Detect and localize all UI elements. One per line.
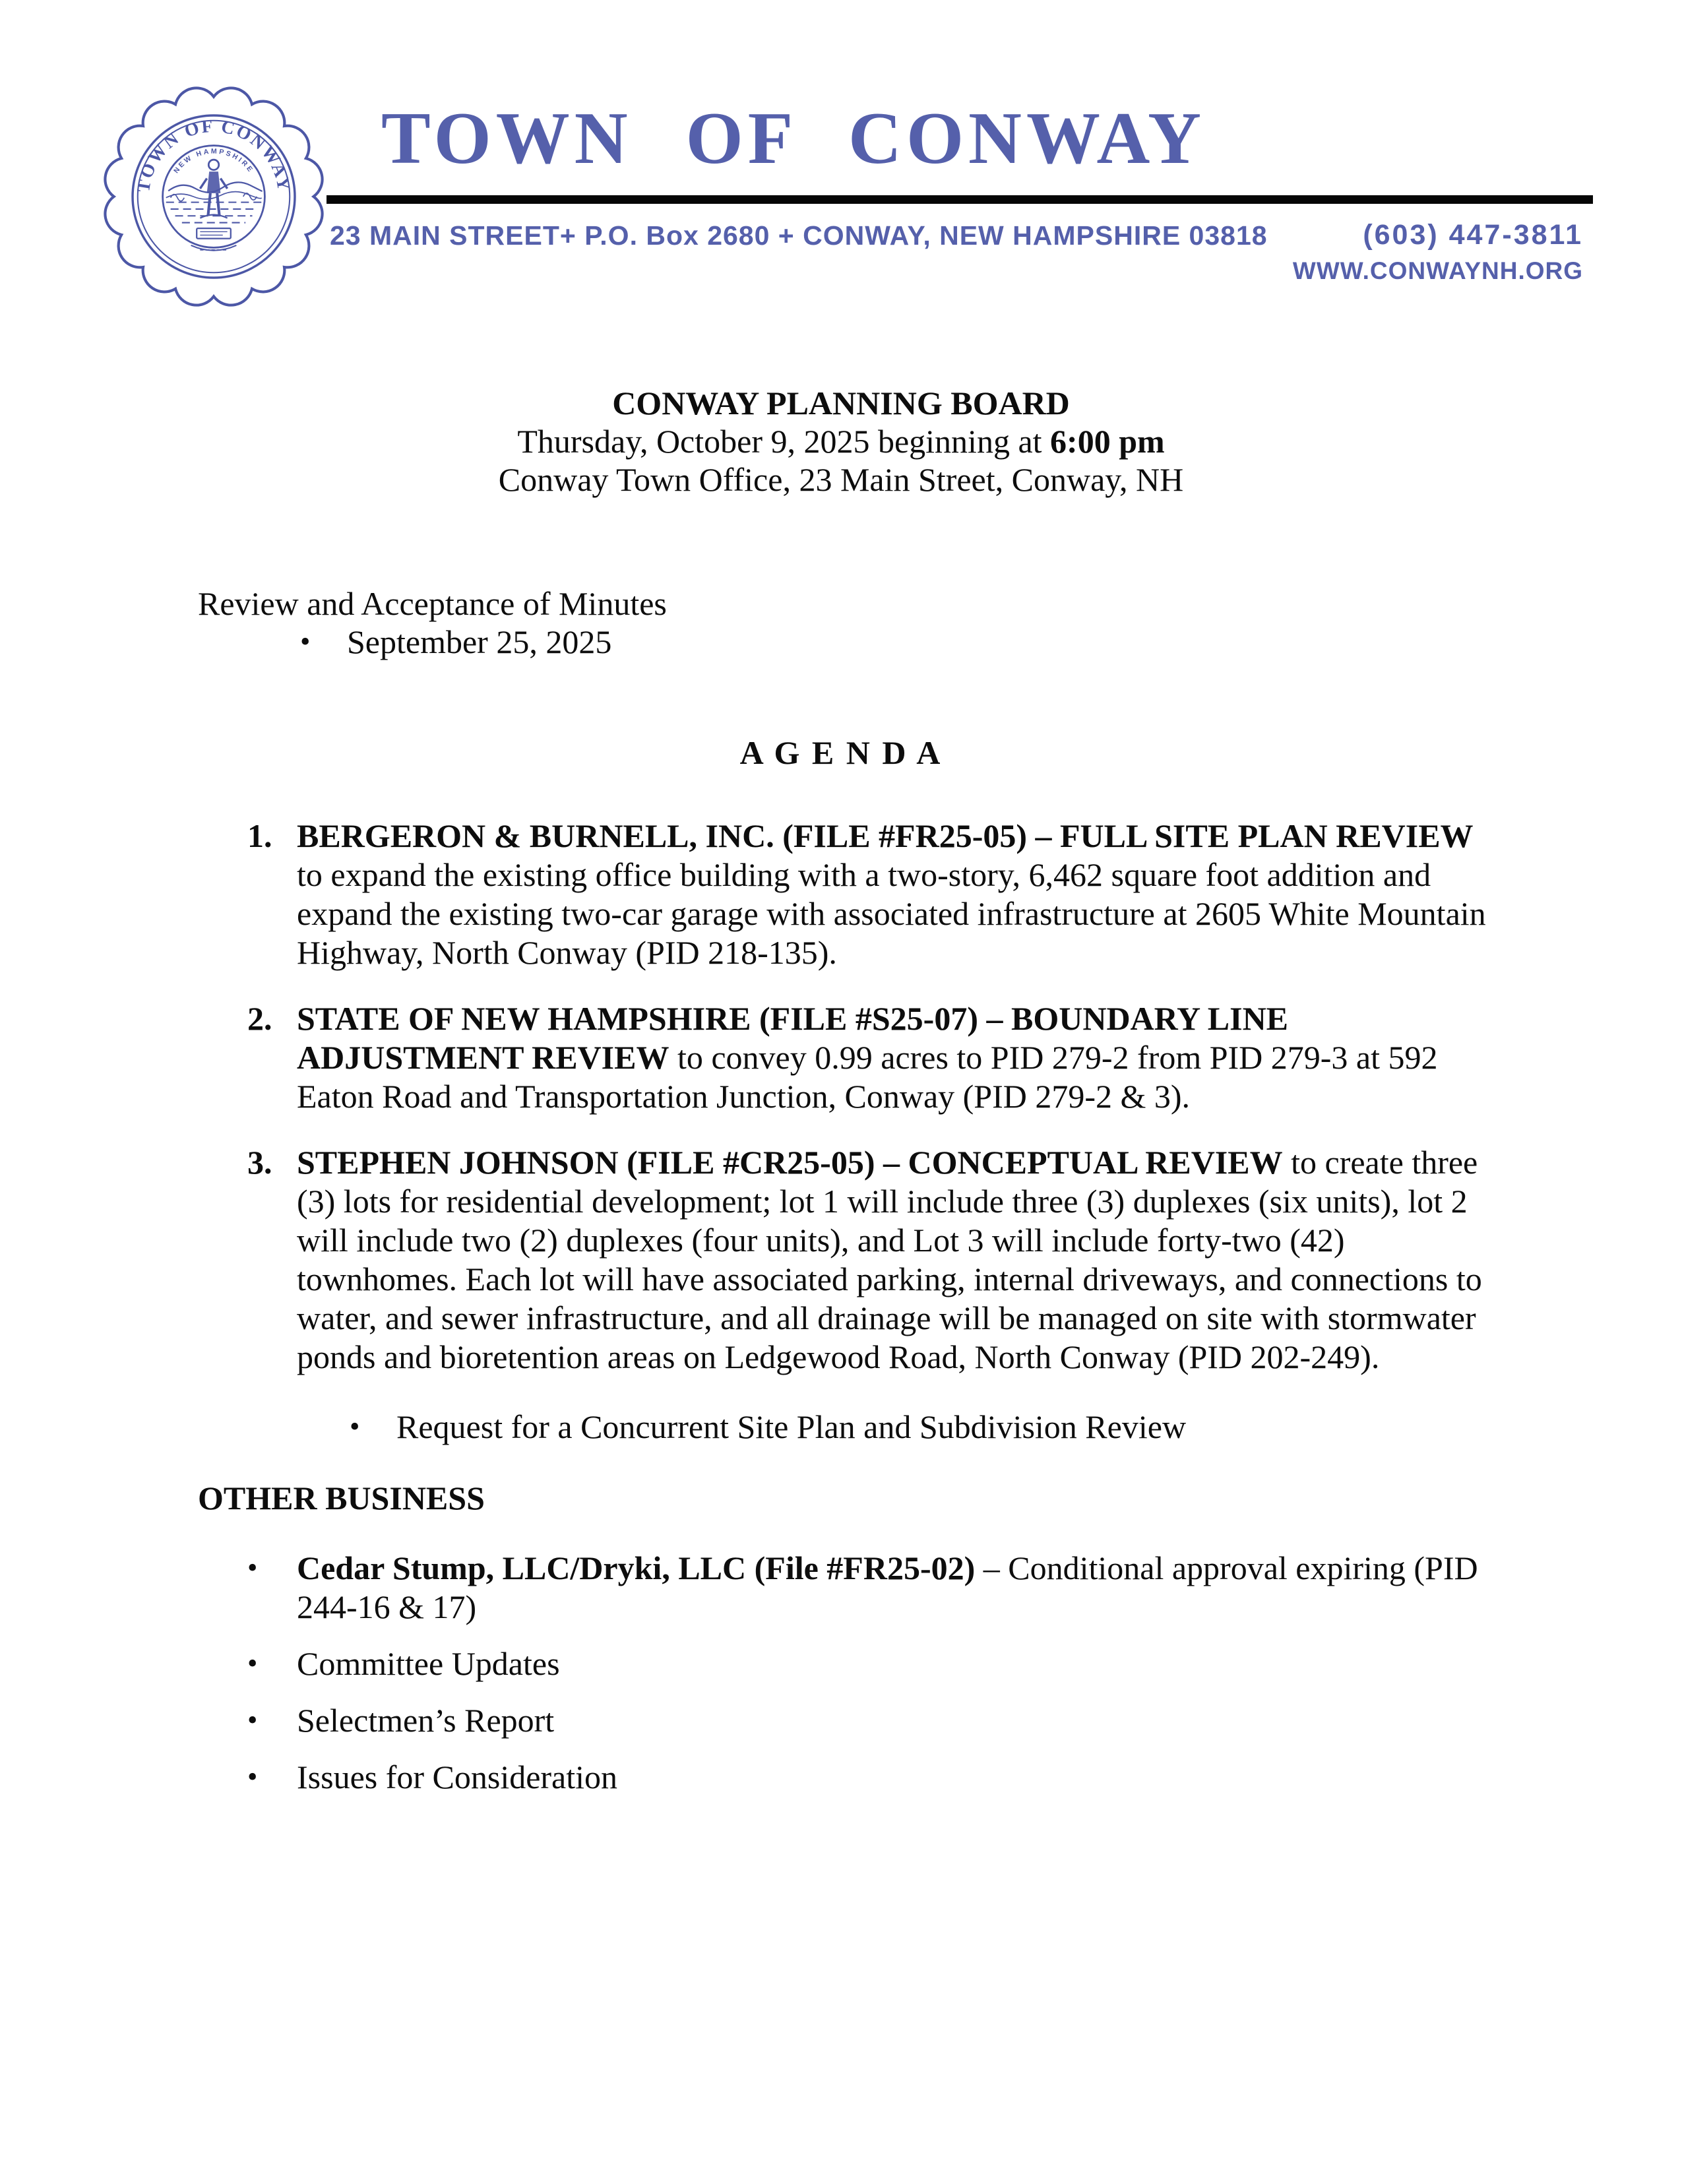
agenda-heading: A G E N D A xyxy=(739,734,943,771)
other-business-item-3 xyxy=(247,1701,1494,1740)
agenda-item-title: BERGERON & BURNELL, INC. (FILE #FR25-05) – FULL SITE PLAN REVIEW xyxy=(297,817,1474,854)
bullet-icon: • xyxy=(247,1647,258,1679)
bullet-icon: • xyxy=(247,1761,258,1793)
minutes-heading: Review and Acceptance of Minutes xyxy=(198,585,667,622)
town-seal-graphic xyxy=(100,83,327,310)
seal-arc-sub-text: NEW HAMPSHIRE xyxy=(172,147,255,175)
agenda-item-1 xyxy=(247,817,1494,972)
agenda-item-text xyxy=(297,1143,1494,1377)
meeting-header xyxy=(0,384,1682,499)
agenda-item-title: STATE OF NEW HAMPSHIRE (FILE #S25-07) – BOUNDARY LINE ADJUSTMENT REVIEW xyxy=(297,1000,1289,1076)
agenda-item-2 xyxy=(247,999,1494,1116)
agenda-item-title: STEPHEN JOHNSON (FILE #CR25-05) – CONCEPTUAL REVIEW xyxy=(297,1144,1283,1181)
org-title: TOWN OF CONWAY xyxy=(381,98,1206,179)
agenda-list xyxy=(247,817,1494,1447)
other-item-description: – Conditional approval expiring (PID 244-16 & 17) xyxy=(297,1549,1478,1625)
other-item-text xyxy=(297,1549,1494,1627)
org-address: 23 MAIN STREET+ P.O. Box 2680 + CONWAY, NEW HAMPSHIRE 03818 xyxy=(330,220,1268,251)
meeting-time: 6:00 pm xyxy=(1050,423,1165,460)
agenda-sub-bullet xyxy=(350,1408,1494,1447)
agenda-item-description: to expand the existing office building with a two-story, 6,462 square foot addition and expand the existing two-car garage with associated infrastructure at 2605 White Mountain Highway, North Conway (PID 218-135). xyxy=(297,856,1486,971)
other-business-item-1 xyxy=(247,1549,1494,1627)
other-business-item-4 xyxy=(247,1758,1494,1797)
header-divider xyxy=(327,195,1593,204)
org-website: WWW.CONWAYNH.ORG xyxy=(1292,257,1583,284)
meeting-datetime xyxy=(0,422,1682,460)
agenda-item-number: 3. xyxy=(247,1144,272,1181)
meeting-date-text: Thursday, October 9, 2025 beginning at xyxy=(517,423,1051,460)
other-item-description: Committee Updates xyxy=(297,1645,560,1682)
agenda-sub-bullet-text: Request for a Concurrent Site Plan and Subdivision Review xyxy=(396,1408,1187,1445)
bullet-icon: • xyxy=(247,1704,258,1736)
agenda-item-text xyxy=(297,817,1494,972)
other-item-description: Selectmen’s Report xyxy=(297,1702,555,1739)
other-item-description: Issues for Consideration xyxy=(297,1759,618,1795)
town-seal xyxy=(100,83,327,310)
agenda-item-3 xyxy=(247,1143,1494,1377)
agenda-item-description: to create three (3) lots for residential development; lot 1 will include three (3) duplexes (six units), lot 2 will include two (2) duplexes (four units), and Lot 3 will include forty-two (42) townhomes. Each lot will have associated parking, internal driveways, and connections to water, and sewer infrastructure, and all drainage will be managed on site with stormwater ponds and bioretention areas on Ledgewood Road, North Conway (PID 202-249). xyxy=(297,1144,1482,1375)
meeting-title: CONWAY PLANNING BOARD xyxy=(612,385,1070,421)
org-contact xyxy=(1293,219,1583,285)
agenda-item-text xyxy=(297,999,1494,1116)
minutes-section xyxy=(198,584,667,661)
other-item-text xyxy=(297,1701,554,1740)
bullet-icon: • xyxy=(350,1410,360,1443)
bullet-icon: • xyxy=(247,1551,258,1584)
agenda-item-number: 1. xyxy=(247,817,272,854)
org-phone: (603) 447-3811 xyxy=(1363,219,1583,251)
bullet-icon: • xyxy=(300,625,311,658)
agenda-item-description: to convey 0.99 acres to PID 279-2 from PID 279-3 at 592 Eaton Road and Transportation Junction, Conway (PID 279-2 & 3). xyxy=(297,1039,1438,1115)
seal-arc-top-text: TOWN OF CONWAY xyxy=(132,115,296,194)
other-business-item-2 xyxy=(247,1644,1494,1683)
other-item-title: Cedar Stump, LLC/Dryki, LLC (File #FR25-02) xyxy=(297,1549,976,1586)
meeting-location: Conway Town Office, 23 Main Street, Conway, NH xyxy=(498,461,1184,498)
other-business-list xyxy=(247,1549,1494,1815)
agenda-item-number: 2. xyxy=(247,1000,272,1037)
other-item-text xyxy=(297,1644,560,1683)
minutes-bullet-item xyxy=(300,623,667,661)
other-item-text xyxy=(297,1758,617,1797)
minutes-date: September 25, 2025 xyxy=(347,623,612,660)
other-business-heading: OTHER BUSINESS xyxy=(198,1480,485,1516)
